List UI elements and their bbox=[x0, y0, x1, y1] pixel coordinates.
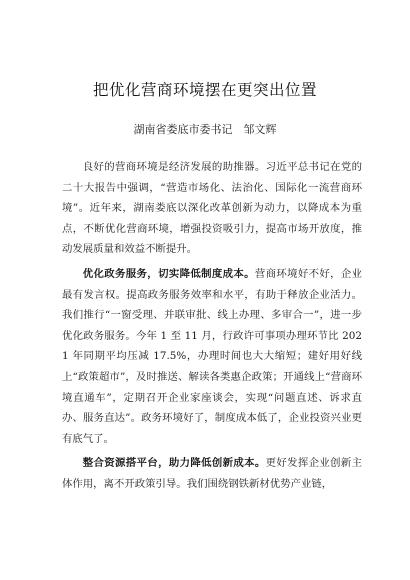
paragraph-text: 营商环境好不好，企业最有发言权。提高政务服务效率和水平，有助于释放企业活力。我们推行“一窗受理、并联审批、线上办理、多审合一”，进一步优化政务服务。今年 1 至 11 月，行政许可事项办理环节比 2021 年同期平均压减 17.5%，办理时间也大大缩短；建好用好线上“政策超市”，及时推送、解读各类惠企政策；开通线上“营商环境直通车”，定期召开企业家座谈会，实现“问题直述、诉求直办、服务直达”。政务环境好了，制度成本低了，企业投资兴业更有底气了。 bbox=[62, 267, 363, 445]
author-byline: 湖南省娄底市委书记 邹文辉 bbox=[133, 123, 277, 136]
paragraph-3 bbox=[62, 453, 362, 494]
paragraph-2 bbox=[62, 264, 362, 449]
paragraph-text: 良好的营商环境是经济发展的助推器。习近平总书记在党的二十大报告中强调，“营造市场化、法治化、国际化一流营商环境”。近年来，湖南娄底以深化改革创新为动力，以降成本为重点，不断优化营商环境，增强投资吸引力，提高市场开放度，推动发展质量和效益不断提升。 bbox=[62, 161, 362, 256]
paragraph-1 bbox=[62, 157, 362, 260]
article-title: 把优化营商环境摆在更突出位置 bbox=[92, 81, 317, 99]
article-body bbox=[62, 157, 362, 499]
paragraph-lead: 整合资源搭平台，助力降低创新成本。 bbox=[82, 457, 266, 470]
paragraph-lead: 优化政务服务，切实降低制度成本。 bbox=[82, 267, 255, 280]
paragraph-text: 更好发挥企业创新主体作用，离不开政策引导。我们围绕钢铁新材优势产业链， bbox=[62, 457, 363, 490]
